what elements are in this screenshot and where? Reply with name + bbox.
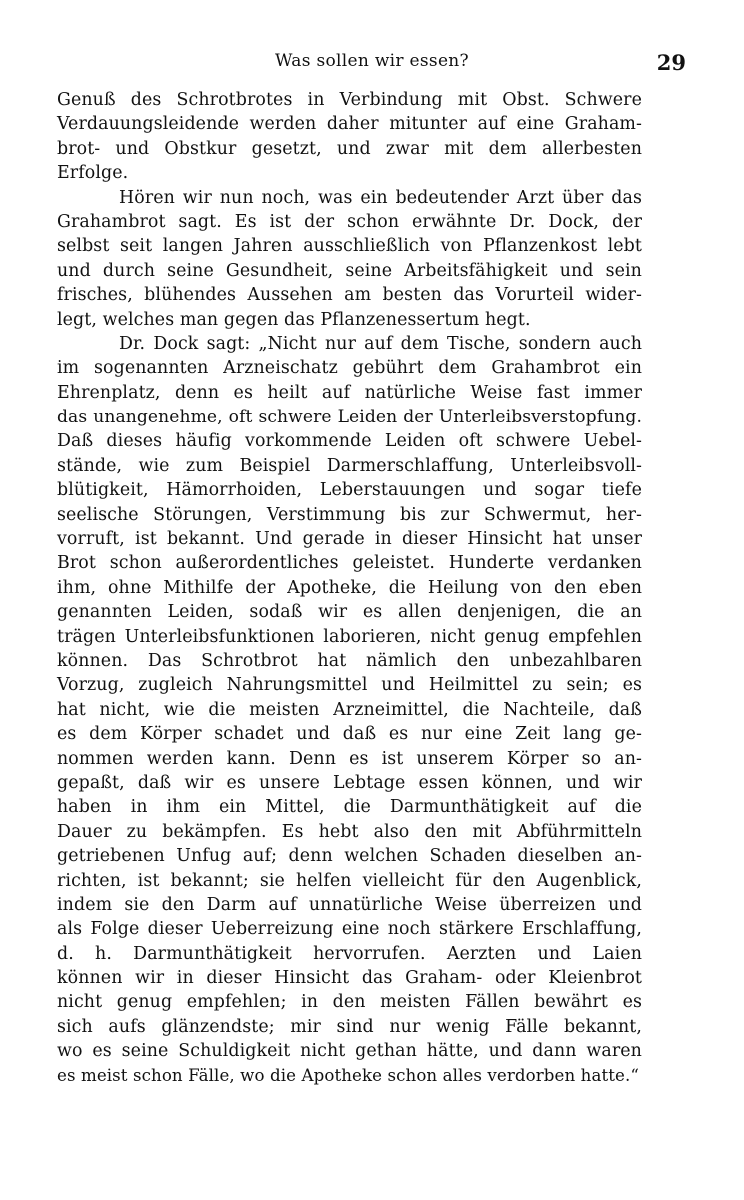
text-line: stände, wie zum Beispiel Darmerschlaffung, Unterleibsvoll- <box>57 455 642 476</box>
text-line: haben in ihm ein Mittel, die Darmunthätigkeit auf die <box>57 797 642 818</box>
text-line: brot- und Obstkur gesetzt, und zwar mit dem allerbesten <box>57 138 642 159</box>
body-text <box>57 88 642 1088</box>
text-line: genannten Leiden, sodaß wir es allen denjenigen, die an <box>57 602 642 623</box>
text-line: Verdauungsleidende werden daher mitunter auf eine Graham- <box>57 114 642 135</box>
text-line: nicht genug empfehlen; in den meisten Fällen bewährt es <box>57 992 642 1013</box>
text-line: Genuß des Schrotbrotes in Verbindung mit Obst. Schwere <box>57 90 642 110</box>
running-title: Was sollen wir essen? <box>275 51 469 71</box>
text-line: trägen Unterleibsfunktionen laborieren, nicht genug empfehlen <box>57 626 642 647</box>
text-line: Vorzug, zugleich Nahrungsmittel und Heilmittel zu sein; es <box>57 675 642 696</box>
text-line: selbst seit langen Jahren ausschließlich von Pflanzenkost lebt <box>57 236 642 257</box>
text-line: das unangenehme, oft schwere Leiden der Unterleibsverstopfung. <box>57 407 642 428</box>
text-line: legt, welches man gegen das Pflanzenessertum hegt. <box>57 309 531 330</box>
text-line: d. h. Darmunthätigkeit hervorrufen. Aerzten und Laien <box>57 943 642 964</box>
text-line: frisches, blühendes Aussehen am besten das Vorurteil wider- <box>57 285 642 306</box>
text-line: hat nicht, wie die meisten Arzneimittel, die Nachteile, daß <box>57 699 642 720</box>
text-line: Ehrenplatz, denn es heilt auf natürliche Weise fast immer <box>57 382 642 403</box>
text-line: und durch seine Gesundheit, seine Arbeitsfähigkeit und sein <box>57 260 642 281</box>
text-line: ihm, ohne Mithilfe der Apotheke, die Heilung von den eben <box>57 577 642 598</box>
text-line: nommen werden kann. Denn es ist unserem Körper so an- <box>57 748 642 769</box>
page-number: 29 <box>656 50 686 75</box>
text-line: getriebenen Unfug auf; denn welchen Schaden dieselben an- <box>57 846 642 867</box>
text-line: als Folge dieser Ueberreizung eine noch stärkere Erschlaffung, <box>57 919 642 940</box>
text-line: gepaßt, daß wir es unsere Lebtage essen können, und wir <box>57 772 642 793</box>
text-line: im sogenannten Arzneischatz gebührt dem Grahambrot ein <box>57 358 642 379</box>
text-line: sich aufs glänzendste; mir sind nur wenig Fälle bekannt, <box>57 1016 642 1037</box>
text-line: es dem Körper schadet und daß es nur eine Zeit lang ge- <box>57 724 642 745</box>
text-line: blütigkeit, Hämorrhoiden, Leberstauungen und sogar tiefe <box>57 480 642 501</box>
text-line: richten, ist bekannt; sie helfen vielleicht für den Augenblick, <box>57 870 642 891</box>
text-line: Brot schon außerordentliches geleistet. Hunderte verdanken <box>57 553 642 574</box>
text-line: Dauer zu bekämpfen. Es hebt also den mit Abführmitteln <box>57 821 642 842</box>
running-header <box>60 46 684 76</box>
text-line: indem sie den Darm auf unnatürliche Weise überreizen und <box>57 894 642 915</box>
text-line: Hören wir nun noch, was ein bedeutender Arzt über das <box>119 187 642 208</box>
text-line: Grahambrot sagt. Es ist der schon erwähnte Dr. Dock, der <box>57 211 642 232</box>
text-line: es meist schon Fälle, wo die Apotheke schon alles verdorben hatte.“ <box>57 1065 639 1085</box>
text-line: können wir in dieser Hinsicht das Graham- oder Kleienbrot <box>57 968 642 989</box>
text-line: wo es seine Schuldigkeit nicht gethan hätte, und dann waren <box>57 1041 642 1062</box>
text-line: können. Das Schrotbrot hat nämlich den unbezahlbaren <box>57 650 642 671</box>
text-line: Erfolge. <box>57 163 129 184</box>
text-line: vorruft, ist bekannt. Und gerade in dieser Hinsicht hat unser <box>57 529 642 550</box>
text-line: Daß dieses häufig vorkommende Leiden oft schwere Uebel- <box>57 431 642 452</box>
text-line: Dr. Dock sagt: „Nicht nur auf dem Tische, sondern auch <box>119 333 642 354</box>
text-line: seelische Störungen, Verstimmung bis zur Schwermut, her- <box>57 504 642 525</box>
